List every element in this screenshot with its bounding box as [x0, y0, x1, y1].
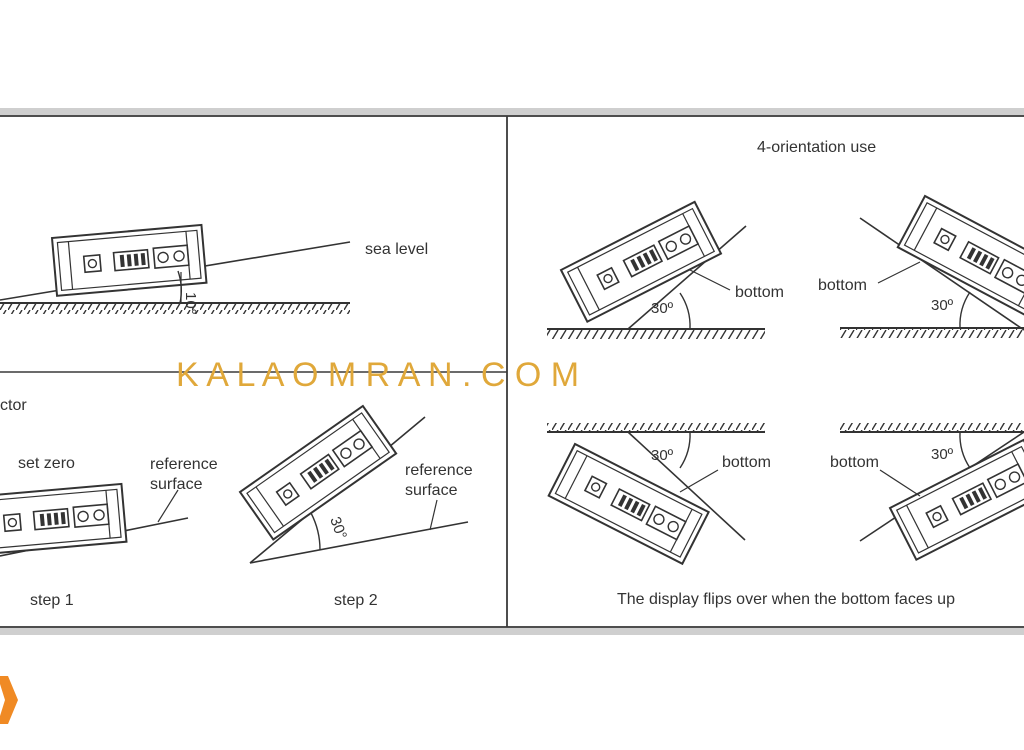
- sea-level-figure: [0, 225, 428, 315]
- orientation-bottom-left: [547, 423, 771, 564]
- bottom-pointer: [690, 270, 730, 290]
- right-panel-caption: The display flips over when the bottom faces up: [617, 591, 955, 608]
- device: [890, 440, 1024, 560]
- ground-hatch: [840, 329, 1024, 338]
- reference-label-2b: surface: [405, 482, 458, 499]
- step2-device: [240, 406, 396, 540]
- reference-label-1b: surface: [150, 476, 203, 493]
- step1-label: step 1: [30, 592, 74, 609]
- watermark-text: K A L A O M R A N . C O M: [176, 356, 580, 394]
- step1-device: [0, 484, 126, 555]
- bottom-pointer: [878, 262, 920, 283]
- angle-label: 10°: [182, 292, 199, 315]
- steps-figure: [0, 397, 473, 609]
- angle-label: 30º: [931, 446, 954, 463]
- angle-arc: [680, 293, 690, 329]
- bottom-pointer: [680, 470, 718, 492]
- ref-pointer-1: [158, 490, 178, 522]
- frame-shadow-bottom: [0, 628, 1024, 635]
- reference-label-2a: reference: [405, 462, 473, 479]
- orientation-bottom-right: [830, 423, 1024, 560]
- ground-hatch: [0, 304, 350, 314]
- bottom-pointer: [880, 470, 920, 496]
- angle-label: 30º: [651, 447, 674, 464]
- logo-k-icon: [0, 676, 18, 724]
- angle-arc: [960, 432, 970, 468]
- ceiling-hatch: [840, 423, 1024, 432]
- device: [898, 196, 1024, 318]
- angle-label: 30º: [651, 300, 674, 317]
- device: [549, 444, 709, 564]
- set-zero-label: set zero: [18, 455, 75, 472]
- reference-label-1a: reference: [150, 456, 218, 473]
- device: [561, 202, 721, 322]
- frame-shadow-top: [0, 108, 1024, 115]
- step2-label: step 2: [334, 592, 378, 609]
- bottom-label: bottom: [735, 284, 784, 301]
- angle-arc: [960, 292, 970, 328]
- partial-label: ctor: [0, 397, 27, 414]
- bottom-label: bottom: [818, 277, 867, 294]
- ceiling-hatch: [547, 423, 765, 432]
- angle-arc: [680, 432, 690, 468]
- angle-label: 30º: [931, 297, 954, 314]
- bottom-label: bottom: [830, 454, 879, 471]
- angle-label-2: 30°: [326, 514, 350, 542]
- level-device: [52, 225, 206, 296]
- ref-pointer-2: [430, 500, 437, 530]
- ground-hatch: [547, 330, 765, 339]
- orientation-top-right: [818, 196, 1024, 338]
- right-panel-title: 4-orientation use: [757, 139, 877, 156]
- bottom-label: bottom: [722, 454, 771, 471]
- sea-level-label: sea level: [365, 241, 429, 258]
- orientation-top-left: [547, 202, 784, 339]
- angle-arc-2: [311, 513, 320, 550]
